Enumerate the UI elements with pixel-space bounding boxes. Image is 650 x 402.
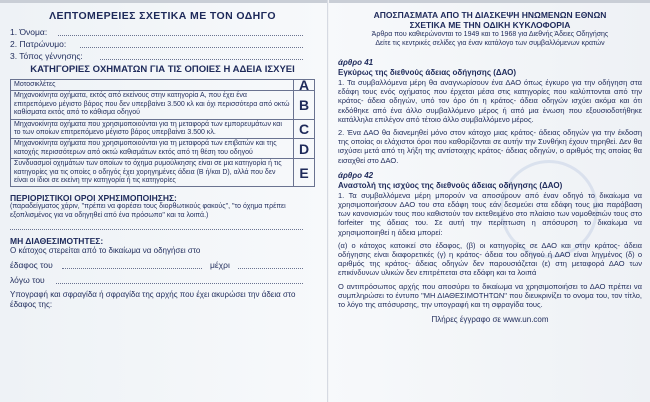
field-patronymic [10,38,315,50]
field-name [10,26,315,38]
until-label: μέχρι [210,260,230,271]
page-top-edge [0,0,650,3]
field-patronymic-input[interactable] [80,47,303,48]
reason-line [10,274,315,286]
article-42-heading: άρθρο 42 [338,170,374,180]
article-42-paragraph-2: (α) ο κάτοχος κατοικεί στο έδαφος, (β) οι κατηγορίες σε ΔΑΟ και στην κράτος- άδεια οδήγησης είναι διαφορετικές (γ) η κράτος- άδεια του οδηγού ή ΔΑΟ είναι ληγμένος (δ) ο αριθμός της κράτος- άδειας οδηγών δεν παρουσιάζεται (ε) στη μεταφορά ΔΑΟ των επικίνδυνων υλικών δεν επιτρέπεται στα εδάφη και τα λοιπά [338,240,642,278]
category-row [11,119,315,139]
category-description: Μηχανοκίνητα οχήματα που χρησιμοποιούνται για τη μεταφορά των εμπορευμάτων και το των οποίων επιτρεπόμενο μέγιστο βάρος υπερβαίνει 3.500 κλ. [11,119,294,139]
article-41-title: Εγκύρως της διεθνούς άδειας οδήγησης (ΔΑΟ) [338,68,517,77]
reason-label: λόγω του [10,275,45,286]
category-letter[interactable]: D [294,139,315,159]
driver-details-title: ΛΕΠΤΟΜΕΡΕΙΕΣ ΣΧΕΤΙΚΑ ΜΕ ΤΟΝ ΟΔΗΓΟ [49,10,276,22]
un-extracts-title: ΑΠΟΣΠΑΣΜΑΤΑ ΑΠΟ ΤΗ ΔΙΑΣΚΕΨΗ ΗΝΩΜΕΝΩΝ ΕΘΝΩΝ [373,10,607,20]
field-name-label: 1. Όνομα: [10,27,48,37]
article-41-paragraph-1: 1. Τα συμβαλλόμενα μέρη θα αναγνωρίσουν ένα ΔΑΟ όπως έγκυρο για την οδήγηση στα εδάφη τους ενός οχήματος που έρχεται μέσα στις κατηγορίες που καλύπτονται από την κράτος- άδεια οδηγών, υπό τον όρο ότι η κράτος- άδεια οδηγών ισχύει ακόμα και ότι εκδόθηκε από ένα άλλο συμβαλλόμενο μέρος ή από μια ένωση που εξουσιοδοτήθηκε κατάλληλα επιλέγον από τέτοιο άλλο συμβαλλόμενο μέρος. [338,78,642,124]
territory-input[interactable] [62,268,202,269]
field-birthplace [10,50,315,62]
signature-text: Υπογραφή και σφραγίδα ή σφραγίδα της αρχής που έχει ακυρώσει την άδεια στο έδαφος της: [10,290,296,310]
category-letter[interactable]: C [294,119,315,139]
article-42-title: Αναστολή της ισχύος της διεθνούς άδειας οδήγησης (ΔΑΟ) [338,180,563,190]
restrictions-line [10,220,315,232]
category-row [11,159,315,187]
category-letter[interactable]: E [294,159,315,187]
invalid-title: ΜΗ ΔΙΑΘΕΣΙΜΟΤΗΤΕΣ: [10,236,104,247]
category-row [11,80,315,91]
article-42-paragraph-1: 1. Τα συμβαλλόμενα μέρη μπορούν να αποσύρουν από έναν οδηγό το δικαίωμα να χρησιμοποιήσουν ΔΑΟ του στα εδάφη τους εάν δεσμεύει στα εδάφη τους μια παράβαση των κανονισμών τους που καθιστούν τον εκτεθειμένο στο πλαίσιο των νομοθεσιών τους στο forfeiter της άδειας του. Σε αυτή την περίπτωση η απόσυρση το δικαίωμα να χρησιμοποιηθεί η άδεια μπορεί: [338,190,642,237]
territory-label: έδαφος του [10,260,53,271]
territory-line [10,259,315,271]
restrictions-title: ΠΕΡΙΟΡΙΣΤΙΚΟΙ ΟΡΟΙ ΧΡΗΣΙΜΟΠΟΙΗΣΗΣ: [10,193,177,204]
restrictions-text: (παραδείγματος χάριν, "πρέπει να φορέσει τους διορθωτικούς φακούς", "το όχημα πρέπει εξοπλισμένος για να οδηγηθεί από ένα πρόσωπο" και τα λοιπά.) [10,203,286,219]
category-description: Συνδυασμοί οχημάτων των οποίων το όχημα ρυμούλκησης είναι σε μια κατηγορία ή τις κατηγορίες για τις οποίες ο οδηγός έχει χορηγημένες άδεια (Β ή/και D), αλλά που δεν είναι οι ίδιοι σε εκείνη την κατηγορία ή τις κατηγορίες [11,159,294,187]
category-description: Μηχανοκίνητα οχήματα, εκτός από εκείνους στην κατηγορία Α, που έχει ένα επιτρεπόμενο μέγιστο βάρος που δεν υπερβαίνει 3.500 κλ και όχι περισσότερα από οκτώ καθίσματα εκτός από το κάθισμα οδηγού [11,91,294,119]
article-41-paragraph-2: 2. Ένα ΔΑΟ θα διανεμηθεί μόνο στον κάτοχο μιας κράτος- άδειας οδηγών για την έκδοση της οποίας οι ελάχιστοι όροι που καθορίζονται σε αυτήν την Συνθήκη έχουν τηρηθεί. Δεν θα ισχύσει μετά από τη λήξη της αντίστοιχης κράτος- άδειας οδηγών, ο αριθμός της οποίας θα εισαχθεί στο ΔΑΟ. [338,128,642,165]
reason-input[interactable] [56,283,303,284]
category-row [11,91,315,119]
categories-table [10,79,315,187]
category-description: Μηχανοκίνητα οχήματα που χρησιμοποιούνται για τη μεταφορά των επιβατών και της κατοχής περισσότερων από οκτώ καθισμάτων εκτός από τη θέση του οδηγού [11,139,294,159]
right-page [338,10,642,324]
invalid-text: Ο κάτοχος στερείται από το δικαίωμα να οδηγήσει στο [10,246,201,256]
categories-title: ΚΑΤΗΓΟΡΙΕΣ ΟΧΗΜΑΤΩΝ ΓΙΑ ΤΙΣ ΟΠΟΙΕΣ Η ΑΔΕΙΑ ΙΣΧΥΕΙ [30,64,295,75]
articles-subtitle: Άρθρα που καθιερώνονται το 1949 και το 1968 για Διεθνής Άδειες Οδηγήσης [371,31,609,38]
full-document-link[interactable]: Πλήρες έγγραφο σε www.un.com [431,315,549,325]
category-description: Μοτοσικλέτες [11,80,294,91]
until-input[interactable] [238,268,303,269]
field-birthplace-label: 3. Τόπος γέννησης: [10,51,83,61]
article-42-paragraph-3: Ο αντιπρόσωπος αρχής που αποσύρει το δικαίωμα να χρησιμοποιήσει το ΔΑΟ πρέπει να συμπληρώσει το έντυπο "ΜΗ ΔΙΑΘΕΣΙΜΟΤΗΤΩΝ" που διευκρινίζει το ονομα του, τον τίτλο, το λόγο της απόσυρσης, την υπογραφή και τη σφραγίδα τους. [338,281,642,310]
road-traffic-title: ΣΧΕΤΙΚΑ ΜΕ ΤΗΝ ΟΔΙΚΗ ΚΥΚΛΟΦΟΡΙΑ [409,20,571,30]
category-letter[interactable]: A [294,80,315,91]
left-page [10,10,315,310]
field-patronymic-label: 2. Πατρώνυμο: [10,39,67,49]
category-letter[interactable]: B [294,91,315,119]
field-name-input[interactable] [58,35,303,36]
restrictions-input[interactable] [10,229,303,230]
states-subtitle: Δείτε τις κεντρικές σελίδες για έναν κατάλογο των συμβαλλόμενων κρατών [375,40,605,47]
page-fold [327,0,329,402]
category-row [11,139,315,159]
field-birthplace-input[interactable] [100,59,303,60]
article-41-heading: άρθρο 41 [338,58,374,67]
